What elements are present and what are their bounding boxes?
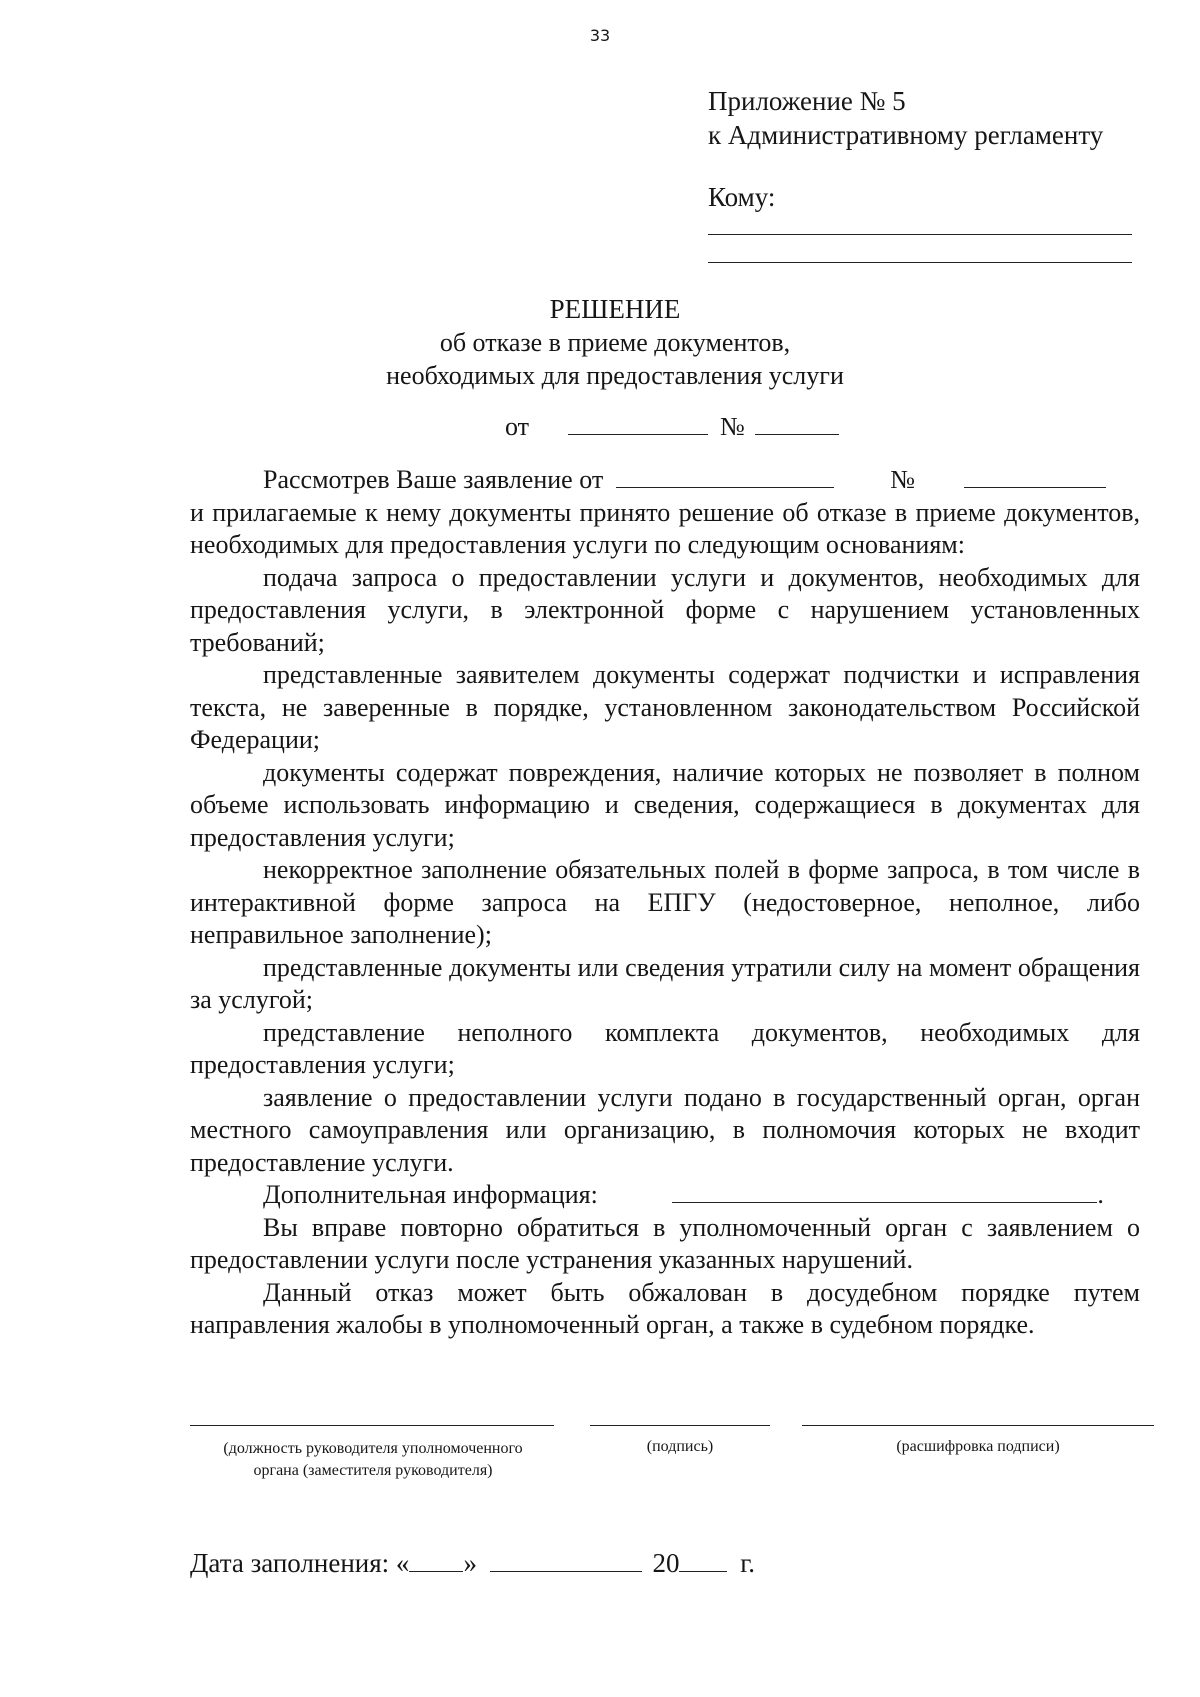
fill-month-blank — [490, 1549, 642, 1572]
annex-subtitle: к Административному регламенту — [708, 120, 1104, 150]
repeat-appeal-note: Вы вправе повторно обратиться в уполномоченный орган с заявлением о предоставлении услуги после устранения указанных нарушений. — [190, 1212, 1140, 1274]
recipient-line-2 — [708, 262, 1132, 263]
fill-year-blank — [679, 1549, 727, 1572]
intro-start: Рассмотрев Ваше заявление от — [263, 465, 604, 494]
signature-line — [590, 1425, 770, 1426]
additional-info-blank — [672, 1180, 1097, 1203]
application-number-blank — [964, 465, 1106, 488]
ground-item: некорректное заполнение обязательных полей в форме запроса, в том числе в интерактивной форме запроса на ЕПГУ (недостоверное, неполное, либо неправильное заполнение); — [190, 855, 1140, 949]
appeal-note: Данный отказ может быть обжалован в досудебном порядке путем направления жалобы в уполномоченный орган, а также в судебном порядке. — [190, 1277, 1140, 1339]
ground-item: документы содержат повреждения, наличие которых не позволяет в полном объеме использовать информацию и сведения, содержащиеся в документах для предоставления услуги; — [190, 757, 1140, 852]
fill-date-label: Дата заполнения: « — [190, 1548, 410, 1578]
fill-date-quote-close: » — [463, 1548, 477, 1578]
application-date-blank — [616, 465, 834, 488]
decision-date-blank — [568, 412, 708, 435]
fill-date-line — [190, 1546, 755, 1580]
date-from-label: от — [505, 412, 530, 441]
fill-year-suffix: г. — [740, 1548, 755, 1578]
additional-info-line — [190, 1179, 1140, 1212]
decision-number-blank — [755, 412, 839, 435]
signature-decoding-line — [802, 1425, 1154, 1426]
additional-info-end: . — [1097, 1180, 1104, 1209]
application-number-sign: № — [890, 465, 916, 494]
signature-caption: (подпись) — [646, 1438, 714, 1455]
position-caption: (должность руководителя уполномоченного органа (заместителя руководителя) — [223, 1440, 523, 1479]
page-number: 33 — [589, 26, 611, 45]
fill-year-prefix: 20 — [652, 1548, 680, 1578]
position-signature-line — [190, 1425, 554, 1426]
decision-subtitle-2: необходимых для предоставления услуги — [386, 361, 844, 390]
decision-body — [190, 464, 1140, 1342]
decoding-caption: (расшифровка подписи) — [896, 1438, 1060, 1455]
additional-info-label: Дополнительная информация: — [263, 1180, 598, 1209]
ground-item: представленные заявителем документы содержат подчистки и исправления текста, не заверенные в порядке, установленном законодательством Российской Федерации; — [190, 660, 1140, 754]
decision-title-block — [0, 292, 1200, 392]
annex-title: Приложение № 5 — [708, 86, 906, 116]
recipient-line-1 — [708, 234, 1132, 235]
decision-number-sign: № — [720, 412, 745, 441]
fill-day-blank — [409, 1549, 463, 1572]
decision-date-line — [505, 412, 839, 442]
ground-item: представление неполного комплекта документов, необходимых для предоставления услуги; — [190, 1017, 1140, 1079]
ground-item: представленные документы или сведения утратили силу на момент обращения за услугой; — [190, 952, 1140, 1014]
ground-item: заявление о предоставлении услуги подано в государственный орган, орган местного самоуправления или организацию, в полномочия которых не входит предоставление услуги. — [190, 1082, 1140, 1177]
intro-first-line — [190, 464, 1140, 497]
intro-rest: и прилагаемые к нему документы принято решение об отказе в приеме документов, необходимых для предоставления услуги по следующим основаниям: — [190, 497, 1140, 559]
recipient-label: Кому: — [708, 182, 776, 212]
annex-header — [708, 84, 1103, 152]
decision-subtitle-1: об отказе в приеме документов, — [439, 328, 791, 357]
decision-title: РЕШЕНИЕ — [549, 294, 681, 324]
ground-item: подача запроса о предоставлении услуги и документов, необходимых для предоставления услуги, в электронной форме с нарушением установленных требований; — [190, 562, 1140, 657]
